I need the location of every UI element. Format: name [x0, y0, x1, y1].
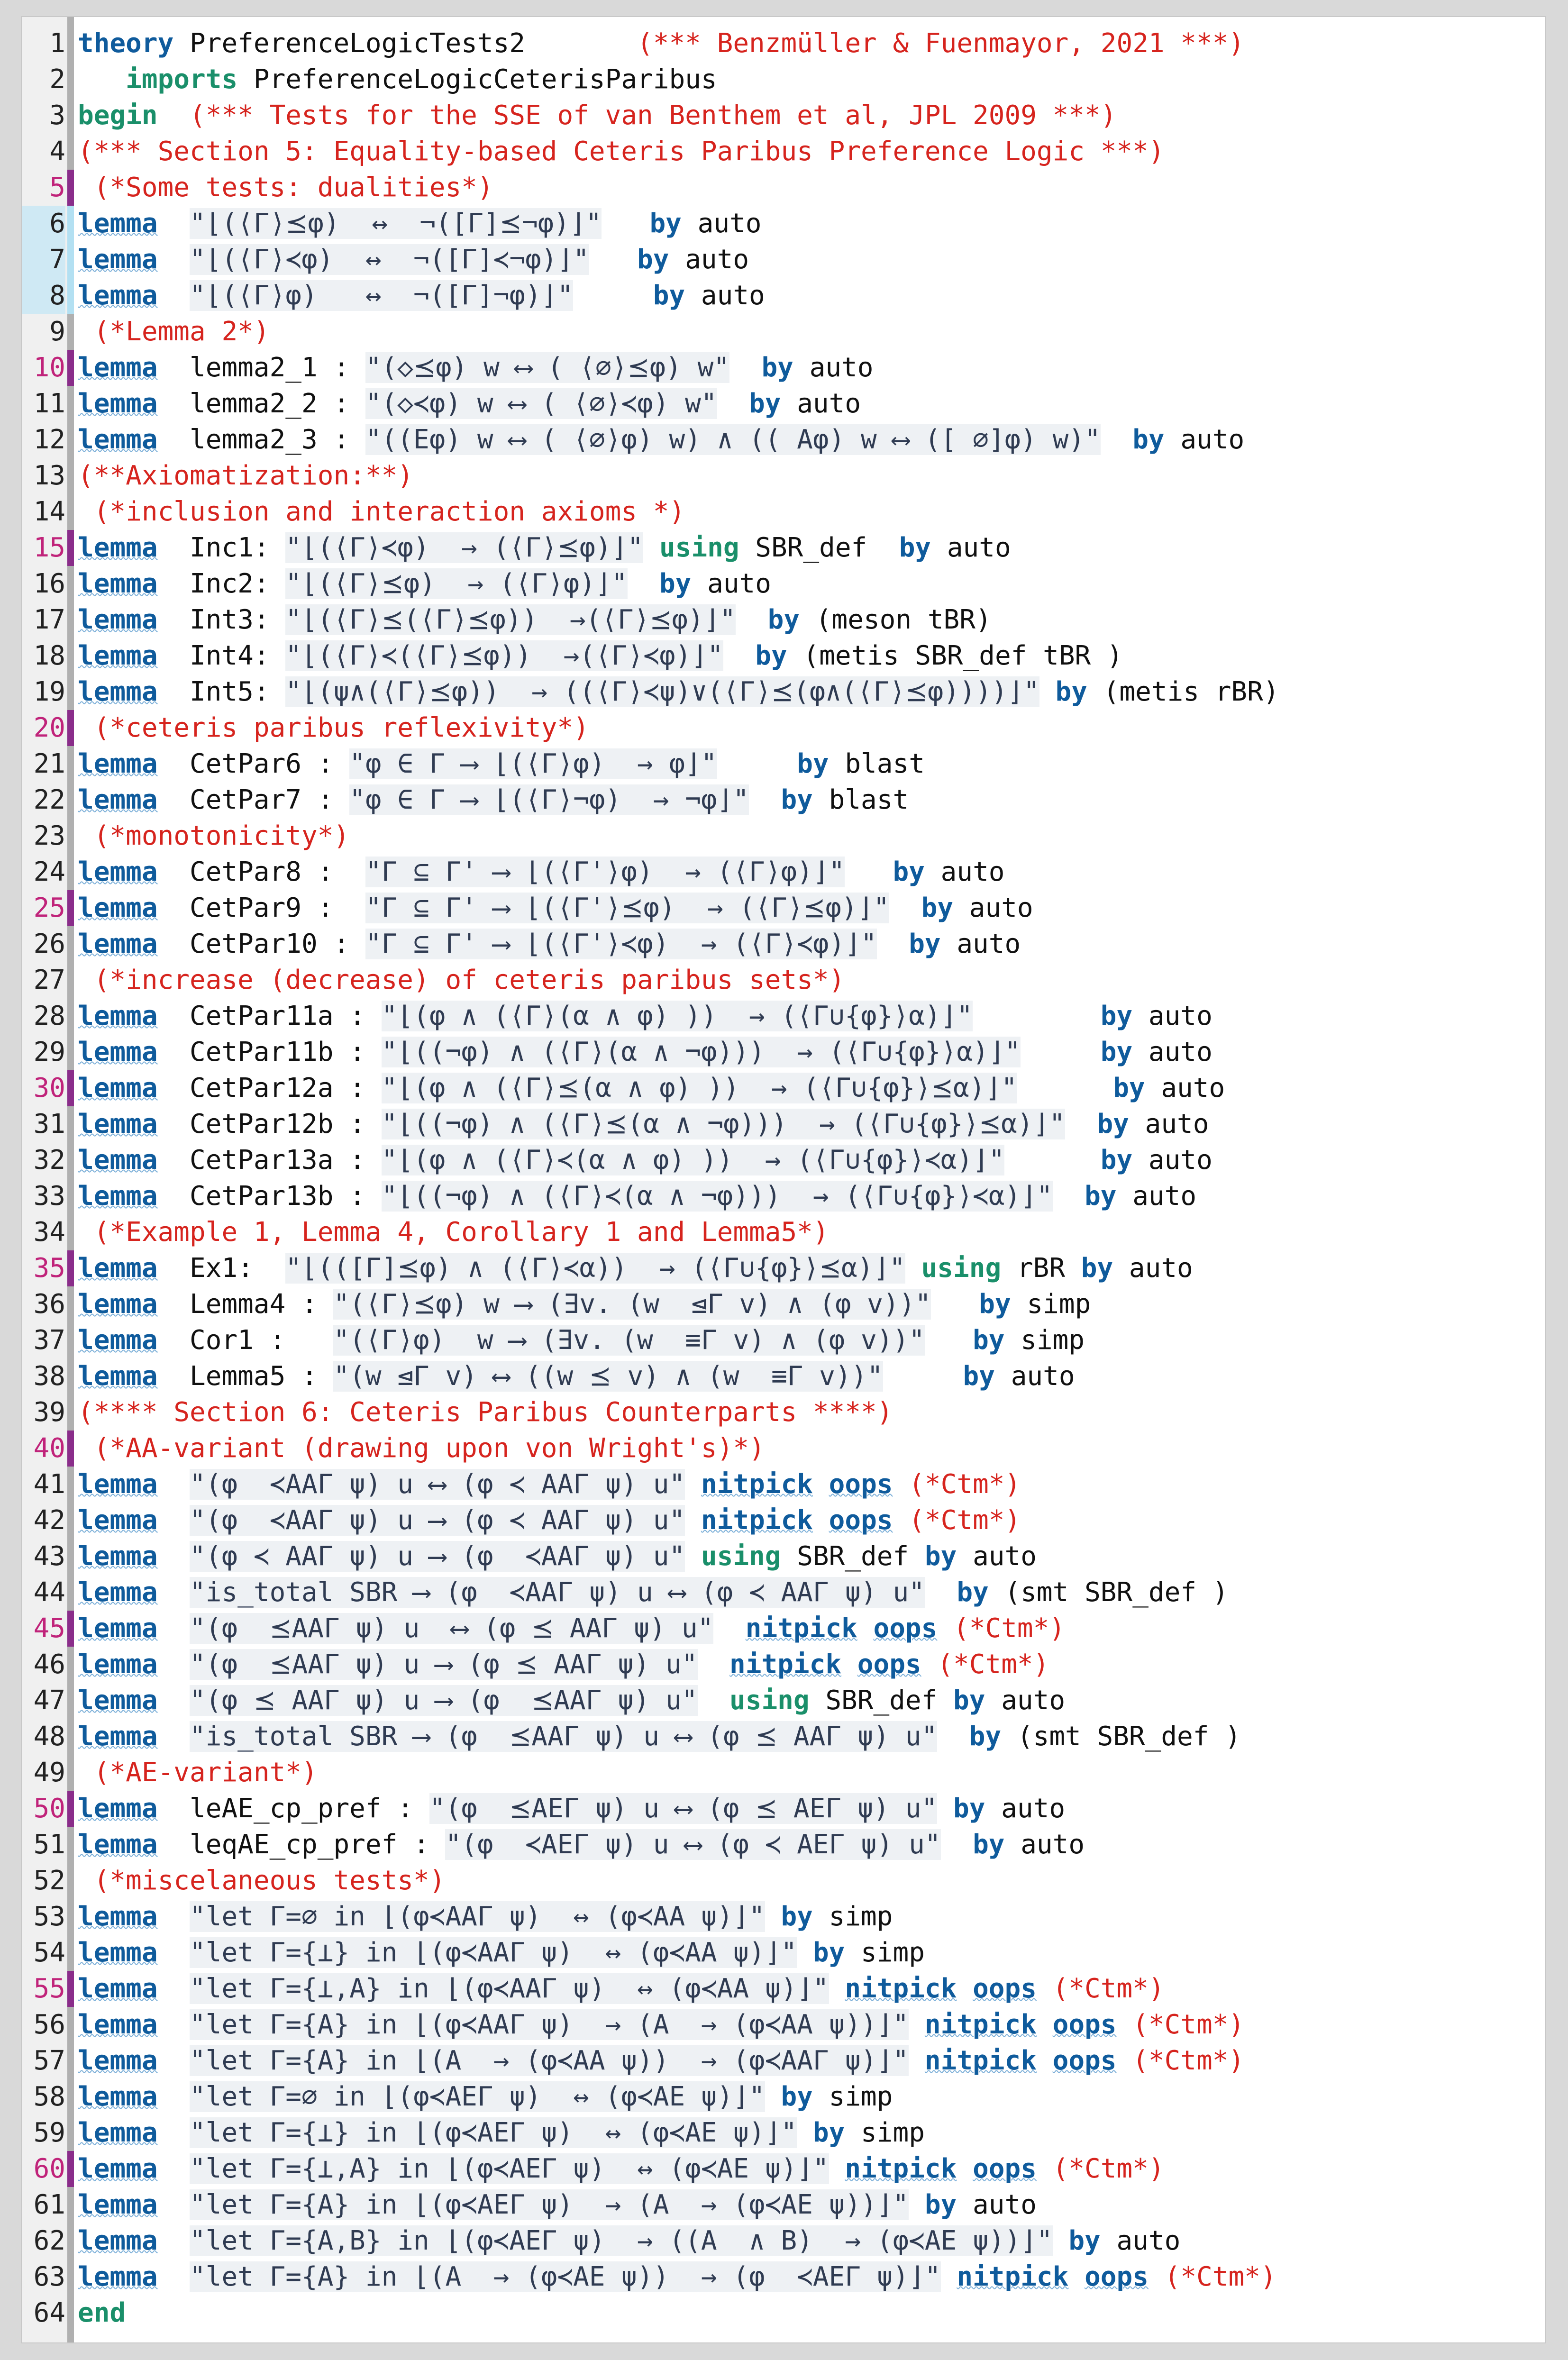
- code-text[interactable]: lemma lemma2_3 : "((Eφ) w ⟷ ( ⟨∅⟩φ) w) ∧ (( Aφ) w ⟷ ([ ∅]φ) w)" by auto: [78, 424, 1245, 455]
- line-number: 58: [33, 2081, 65, 2112]
- code-text[interactable]: lemma Lemma4 : "(⟨Γ⟩⪯φ) w ⟶ (∃v. (w ⊴Γ v) ∧ (φ v))" by simp: [78, 1289, 1091, 1320]
- code-line[interactable]: [22, 1791, 1545, 1827]
- line-number: 13: [33, 460, 65, 491]
- code-text[interactable]: lemma CetPar12a : "⌊(φ ∧ (⟨Γ⟩⪯(α ∧ φ) )) → (⟨Γ∪{φ}⟩⪯α)⌋" by auto: [78, 1073, 1225, 1103]
- line-status-marker: [67, 1863, 74, 1899]
- line-status-marker: [67, 530, 74, 566]
- code-line[interactable]: [22, 1142, 1545, 1178]
- line-status-marker: [67, 2007, 74, 2043]
- code-text[interactable]: lemma "let Γ={A,B} in ⌊(φ≺AEΓ ψ) → ((A ∧ B) → (φ≺AE ψ))⌋" by auto: [78, 2225, 1181, 2256]
- code-line[interactable]: [22, 1647, 1545, 1683]
- line-number: 27: [33, 965, 65, 995]
- code-line[interactable]: [22, 1611, 1545, 1647]
- code-text[interactable]: (*AE-variant*): [93, 1757, 318, 1788]
- line-status-marker: [67, 98, 74, 134]
- code-text[interactable]: (*Example 1, Lemma 4, Corollary 1 and Lemma5*): [93, 1217, 829, 1248]
- code-line[interactable]: [22, 1683, 1545, 1719]
- code-text[interactable]: (*inclusion and interaction axioms *): [93, 496, 685, 527]
- code-line[interactable]: [22, 242, 1545, 278]
- line-number: 16: [33, 568, 65, 599]
- line-status-marker: [67, 206, 74, 242]
- line-status-marker: [67, 710, 74, 746]
- code-line[interactable]: [22, 998, 1545, 1034]
- line-number: 19: [33, 676, 65, 707]
- code-text[interactable]: lemma CetPar7 : "φ ∈ Γ ⟶ ⌊(⟨Γ⟩¬φ) → ¬φ⌋" by blast: [78, 784, 909, 815]
- line-number: 43: [33, 1541, 65, 1572]
- code-line[interactable]: [22, 638, 1545, 674]
- code-line[interactable]: [22, 1106, 1545, 1142]
- line-number: 20: [33, 712, 65, 743]
- code-text[interactable]: lemma "let Γ=∅ in ⌊(φ≺AEΓ ψ) ↔ (φ≺AE ψ)⌋" by simp: [78, 2081, 893, 2112]
- code-line[interactable]: [22, 926, 1545, 962]
- code-text[interactable]: (**** Section 6: Ceteris Paribus Counterparts ****): [78, 1397, 893, 1428]
- code-text[interactable]: theory PreferenceLogicTests2 (*** Benzmüller & Fuenmayor, 2021 ***): [78, 28, 1245, 59]
- code-text[interactable]: lemma leqAE_cp_pref : "(φ ≺AEΓ ψ) u ⟷ (φ ≺ AEΓ ψ) u" by auto: [78, 1829, 1085, 1860]
- line-number: 34: [33, 1217, 65, 1248]
- code-text[interactable]: lemma Int5: "⌊(ψ∧(⟨Γ⟩⪯φ)) → ((⟨Γ⟩≺ψ)∨(⟨Γ⟩⪯(φ∧(⟨Γ⟩⪯φ))))⌋" by (metis rBR): [78, 676, 1279, 707]
- code-text[interactable]: lemma CetPar12b : "⌊((¬φ) ∧ (⟨Γ⟩⪯(α ∧ ¬φ))) → (⟨Γ∪{φ}⟩⪯α)⌋" by auto: [78, 1109, 1209, 1139]
- code-text[interactable]: lemma "is_total SBR ⟶ (φ ⪯AAΓ ψ) u ⟷ (φ ⪯ AAΓ ψ) u" by (smt SBR_def ): [78, 1721, 1241, 1752]
- code-line[interactable]: [22, 134, 1545, 170]
- line-number: 44: [33, 1577, 65, 1608]
- code-text[interactable]: lemma "(φ ≺AAΓ ψ) u ⟶ (φ ≺ AAΓ ψ) u" nitpick oops (*Ctm*): [78, 1505, 1021, 1536]
- line-status-marker: [67, 1394, 74, 1431]
- line-number: 2: [49, 64, 65, 95]
- line-number: 45: [33, 1613, 65, 1644]
- line-status-marker: [67, 1431, 74, 1467]
- line-number: 8: [22, 278, 65, 314]
- code-text[interactable]: lemma Inc2: "⌊(⟨Γ⟩⪯φ) → (⟨Γ⟩φ)⌋" by auto: [78, 568, 771, 599]
- code-line[interactable]: [22, 1358, 1545, 1394]
- code-line[interactable]: [22, 1322, 1545, 1358]
- line-number: 50: [33, 1793, 65, 1824]
- line-status-marker: [67, 2043, 74, 2079]
- line-status-marker: [67, 1611, 74, 1647]
- line-number: 30: [33, 1073, 65, 1103]
- line-status-marker: [67, 602, 74, 638]
- line-status-marker: [67, 26, 74, 62]
- code-text[interactable]: lemma CetPar10 : "Γ ⊆ Γ' ⟶ ⌊(⟨Γ'⟩≺φ) → (⟨Γ⟩≺φ)⌋" by auto: [78, 929, 1021, 959]
- line-status-marker: [67, 1791, 74, 1827]
- code-line[interactable]: [22, 854, 1545, 890]
- code-line[interactable]: [22, 62, 1545, 98]
- code-line[interactable]: [22, 386, 1545, 422]
- code-text[interactable]: lemma "(φ ≺ AAΓ ψ) u ⟶ (φ ≺AAΓ ψ) u" using SBR_def by auto: [78, 1541, 1037, 1572]
- code-text[interactable]: lemma "⌊(⟨Γ⟩φ) ↔ ¬([Γ]¬φ)⌋" by auto: [78, 280, 765, 311]
- line-status-marker: [67, 2115, 74, 2151]
- code-line[interactable]: [22, 1250, 1545, 1286]
- code-line[interactable]: [22, 422, 1545, 458]
- line-status-marker: [67, 2223, 74, 2259]
- code-line[interactable]: [22, 2295, 1545, 2331]
- line-number: 60: [33, 2153, 65, 2184]
- code-line[interactable]: [22, 2187, 1545, 2223]
- line-number: 18: [33, 640, 65, 671]
- line-status-marker: [67, 170, 74, 206]
- line-number: 11: [33, 388, 65, 419]
- theory-editor[interactable]: [21, 16, 1546, 2343]
- code-text[interactable]: lemma "is_total SBR ⟶ (φ ≺AAΓ ψ) u ⟷ (φ ≺ AAΓ ψ) u" by (smt SBR_def ): [78, 1577, 1229, 1608]
- code-line[interactable]: [22, 2079, 1545, 2115]
- code-text[interactable]: lemma Inc1: "⌊(⟨Γ⟩≺φ) → (⟨Γ⟩⪯φ)⌋" using SBR_def by auto: [78, 532, 1011, 563]
- code-line[interactable]: [22, 314, 1545, 350]
- line-status-marker: [67, 1034, 74, 1070]
- line-number: 39: [33, 1397, 65, 1428]
- code-text[interactable]: lemma "let Γ={⊥,A} in ⌊(φ≺AAΓ ψ) ↔ (φ≺AA ψ)⌋" nitpick oops (*Ctm*): [78, 1973, 1165, 2004]
- line-number: 47: [33, 1685, 65, 1716]
- code-text[interactable]: lemma CetPar8 : "Γ ⊆ Γ' ⟶ ⌊(⟨Γ'⟩φ) → (⟨Γ⟩φ)⌋" by auto: [78, 857, 1005, 887]
- line-status-marker: [67, 2079, 74, 2115]
- line-number: 31: [33, 1109, 65, 1139]
- line-status-marker: [67, 278, 74, 314]
- line-status-marker: [67, 890, 74, 926]
- code-line[interactable]: [22, 962, 1545, 998]
- code-text[interactable]: lemma Lemma5 : "(w ⊴Γ v) ⟷ ((w ⪯ v) ∧ (w ≡Γ v))" by auto: [78, 1361, 1075, 1392]
- line-status-marker: [67, 1250, 74, 1286]
- code-text[interactable]: (*AA-variant (drawing upon von Wright's)*): [93, 1433, 765, 1464]
- code-line[interactable]: [22, 2115, 1545, 2151]
- code-line[interactable]: [22, 1755, 1545, 1791]
- code-line[interactable]: [22, 26, 1545, 62]
- line-number: 5: [49, 172, 65, 203]
- line-number: 56: [33, 2009, 65, 2040]
- line-number: 15: [33, 532, 65, 563]
- code-line[interactable]: [22, 1539, 1545, 1575]
- line-number: 9: [49, 316, 65, 347]
- code-text[interactable]: (*ceteris paribus reflexivity*): [93, 712, 589, 743]
- code-text[interactable]: lemma "(φ ≺AAΓ ψ) u ⟷ (φ ≺ AAΓ ψ) u" nitpick oops (*Ctm*): [78, 1469, 1021, 1500]
- code-line[interactable]: [22, 1503, 1545, 1539]
- line-status-marker: [67, 566, 74, 602]
- code-line[interactable]: [22, 530, 1545, 566]
- code-text[interactable]: lemma "let Γ={⊥,A} in ⌊(φ≺AEΓ ψ) ↔ (φ≺AE ψ)⌋" nitpick oops (*Ctm*): [78, 2153, 1165, 2184]
- code-text[interactable]: lemma Ex1: "⌊(([Γ]⪯φ) ∧ (⟨Γ⟩≺α)) → (⟨Γ∪{φ}⟩⪯α)⌋" using rBR by auto: [78, 1253, 1193, 1284]
- line-status-marker: [67, 1683, 74, 1719]
- line-number: 12: [33, 424, 65, 455]
- code-line[interactable]: [22, 458, 1545, 494]
- code-line[interactable]: [22, 206, 1545, 242]
- code-text[interactable]: lemma "let Γ={⊥} in ⌊(φ≺AAΓ ψ) ↔ (φ≺AA ψ)⌋" by simp: [78, 1937, 925, 1968]
- line-number: 23: [33, 820, 65, 851]
- line-status-marker: [67, 638, 74, 674]
- code-text[interactable]: lemma CetPar9 : "Γ ⊆ Γ' ⟶ ⌊(⟨Γ'⟩⪯φ) → (⟨Γ⟩⪯φ)⌋" by auto: [78, 893, 1033, 923]
- code-text[interactable]: (*miscelaneous tests*): [93, 1865, 446, 1896]
- line-number: 6: [22, 206, 65, 242]
- code-line[interactable]: [22, 1899, 1545, 1935]
- code-text[interactable]: lemma "let Γ={A} in ⌊(φ≺AAΓ ψ) → (A → (φ≺AA ψ))⌋" nitpick oops (*Ctm*): [78, 2009, 1245, 2040]
- code-line[interactable]: [22, 278, 1545, 314]
- line-number: 35: [33, 1253, 65, 1284]
- code-text[interactable]: lemma Cor1 : "(⟨Γ⟩φ) w ⟶ (∃v. (w ≡Γ v) ∧ (φ v))" by simp: [78, 1325, 1085, 1356]
- code-line[interactable]: [22, 2223, 1545, 2259]
- code-line[interactable]: [22, 890, 1545, 926]
- code-line[interactable]: [22, 2043, 1545, 2079]
- code-line[interactable]: [22, 1214, 1545, 1250]
- line-status-marker: [67, 458, 74, 494]
- line-number: 49: [33, 1757, 65, 1788]
- code-line[interactable]: [22, 1034, 1545, 1070]
- code-text[interactable]: lemma CetPar11b : "⌊((¬φ) ∧ (⟨Γ⟩(α ∧ ¬φ))) → (⟨Γ∪{φ}⟩α)⌋" by auto: [78, 1037, 1212, 1067]
- line-number: 51: [33, 1829, 65, 1860]
- code-text[interactable]: (*Some tests: dualities*): [93, 172, 493, 203]
- line-status-marker: [67, 1899, 74, 1935]
- code-text[interactable]: (**Axiomatization:**): [78, 460, 414, 491]
- code-line[interactable]: [22, 710, 1545, 746]
- line-number: 25: [33, 893, 65, 923]
- code-text[interactable]: lemma CetPar13b : "⌊((¬φ) ∧ (⟨Γ⟩≺(α ∧ ¬φ))) → (⟨Γ∪{φ}⟩≺α)⌋" by auto: [78, 1181, 1197, 1212]
- line-number: 21: [33, 748, 65, 779]
- line-number: 14: [33, 496, 65, 527]
- code-text[interactable]: end: [78, 2297, 126, 2328]
- line-number: 36: [33, 1289, 65, 1320]
- code-text[interactable]: lemma "(φ ⪯AAΓ ψ) u ⟷ (φ ⪯ AAΓ ψ) u" nitpick oops (*Ctm*): [78, 1613, 1066, 1644]
- line-status-marker: [67, 1106, 74, 1142]
- line-number: 61: [33, 2189, 65, 2220]
- code-text[interactable]: lemma lemma2_2 : "(◇≺φ) w ⟷ ( ⟨∅⟩≺φ) w" by auto: [78, 388, 861, 419]
- code-lines[interactable]: [22, 26, 1545, 2331]
- line-status-marker: [67, 422, 74, 458]
- code-line[interactable]: [22, 1431, 1545, 1467]
- line-status-marker: [67, 1971, 74, 2007]
- code-text[interactable]: lemma CetPar6 : "φ ∈ Γ ⟶ ⌊(⟨Γ⟩φ) → φ⌋" by blast: [78, 748, 925, 779]
- line-status-marker: [67, 998, 74, 1034]
- line-status-marker: [67, 1322, 74, 1358]
- line-number: 54: [33, 1937, 65, 1968]
- line-number: 33: [33, 1181, 65, 1212]
- code-line[interactable]: [22, 98, 1545, 134]
- code-text[interactable]: lemma "(φ ⪯ AAΓ ψ) u ⟶ (φ ⪯AAΓ ψ) u" using SBR_def by auto: [78, 1685, 1066, 1716]
- line-status-marker: [67, 2187, 74, 2223]
- line-status-marker: [67, 314, 74, 350]
- code-line[interactable]: [22, 1286, 1545, 1322]
- line-number: 3: [49, 100, 65, 131]
- code-text[interactable]: lemma "let Γ={A} in ⌊(A → (φ≺AE ψ)) → (φ ≺AEΓ ψ)⌋" nitpick oops (*Ctm*): [78, 2261, 1276, 2292]
- line-number: 40: [33, 1433, 65, 1464]
- code-text[interactable]: lemma "let Γ={A} in ⌊(φ≺AEΓ ψ) → (A → (φ≺AE ψ))⌋" by auto: [78, 2189, 1037, 2220]
- code-text[interactable]: (*increase (decrease) of ceteris paribus sets*): [93, 965, 845, 995]
- code-text[interactable]: begin (*** Tests for the SSE of van Benthem et al, JPL 2009 ***): [78, 100, 1117, 131]
- line-status-marker: [67, 1827, 74, 1863]
- line-status-marker: [67, 926, 74, 962]
- code-text[interactable]: lemma "⌊(⟨Γ⟩≺φ) ↔ ¬([Γ]≺¬φ)⌋" by auto: [78, 244, 749, 275]
- line-status-marker: [67, 1539, 74, 1575]
- line-number: 22: [33, 784, 65, 815]
- code-line[interactable]: [22, 350, 1545, 386]
- line-number: 48: [33, 1721, 65, 1752]
- code-line[interactable]: [22, 746, 1545, 782]
- line-status-marker: [67, 1467, 74, 1503]
- code-line[interactable]: [22, 1971, 1545, 2007]
- line-status-marker: [67, 62, 74, 98]
- line-status-marker: [67, 1575, 74, 1611]
- line-number: 57: [33, 2045, 65, 2076]
- code-line[interactable]: [22, 170, 1545, 206]
- code-line[interactable]: [22, 818, 1545, 854]
- code-line[interactable]: [22, 2151, 1545, 2187]
- line-number: 42: [33, 1505, 65, 1536]
- line-number: 17: [33, 604, 65, 635]
- line-status-marker: [67, 1142, 74, 1178]
- line-status-marker: [67, 1755, 74, 1791]
- line-status-marker: [67, 2295, 74, 2331]
- line-number: 29: [33, 1037, 65, 1067]
- line-number: 62: [33, 2225, 65, 2256]
- line-status-marker: [67, 962, 74, 998]
- line-status-marker: [67, 1503, 74, 1539]
- line-status-marker: [67, 1070, 74, 1106]
- code-line[interactable]: [22, 2007, 1545, 2043]
- line-status-marker: [67, 1178, 74, 1214]
- code-text[interactable]: lemma Int3: "⌊(⟨Γ⟩⪯(⟨Γ⟩⪯φ)) →(⟨Γ⟩⪯φ)⌋" by (meson tBR): [78, 604, 992, 635]
- code-text[interactable]: imports PreferenceLogicCeterisParibus: [126, 64, 717, 95]
- code-text[interactable]: lemma CetPar11a : "⌊(φ ∧ (⟨Γ⟩(α ∧ φ) )) → (⟨Γ∪{φ}⟩α)⌋" by auto: [78, 1001, 1212, 1031]
- code-text[interactable]: lemma Int4: "⌊(⟨Γ⟩≺(⟨Γ⟩⪯φ)) →(⟨Γ⟩≺φ)⌋" by (metis SBR_def tBR ): [78, 640, 1123, 671]
- code-line[interactable]: [22, 1467, 1545, 1503]
- line-number: 59: [33, 2117, 65, 2148]
- line-number: 26: [33, 929, 65, 959]
- line-status-marker: [67, 854, 74, 890]
- code-text[interactable]: (*monotonicity*): [93, 820, 350, 851]
- code-text[interactable]: lemma leAE_cp_pref : "(φ ⪯AEΓ ψ) u ⟷ (φ ⪯ AEΓ ψ) u" by auto: [78, 1793, 1066, 1824]
- line-number: 52: [33, 1865, 65, 1896]
- line-status-marker: [67, 1719, 74, 1755]
- line-status-marker: [67, 350, 74, 386]
- line-status-marker: [67, 1286, 74, 1322]
- line-status-marker: [67, 1358, 74, 1394]
- line-status-marker: [67, 818, 74, 854]
- code-line[interactable]: [22, 1719, 1545, 1755]
- line-number: 55: [33, 1973, 65, 2004]
- code-text[interactable]: lemma "let Γ={⊥} in ⌊(φ≺AEΓ ψ) ↔ (φ≺AE ψ)⌋" by simp: [78, 2117, 925, 2148]
- line-number: 46: [33, 1649, 65, 1680]
- line-number: 64: [33, 2297, 65, 2328]
- line-status-marker: [67, 782, 74, 818]
- code-text[interactable]: lemma "let Γ={A} in ⌊(A → (φ≺AA ψ)) → (φ≺AAΓ ψ)⌋" nitpick oops (*Ctm*): [78, 2045, 1245, 2076]
- line-status-marker: [67, 1647, 74, 1683]
- code-line[interactable]: [22, 1070, 1545, 1106]
- code-line[interactable]: [22, 1394, 1545, 1431]
- line-status-marker: [67, 242, 74, 278]
- line-status-marker: [67, 674, 74, 710]
- line-number: 1: [49, 28, 65, 59]
- line-number: 37: [33, 1325, 65, 1356]
- line-number: 41: [33, 1469, 65, 1500]
- code-text[interactable]: lemma CetPar13a : "⌊(φ ∧ (⟨Γ⟩≺(α ∧ φ) )) → (⟨Γ∪{φ}⟩≺α)⌋" by auto: [78, 1145, 1212, 1175]
- code-line[interactable]: [22, 1863, 1545, 1899]
- code-line[interactable]: [22, 566, 1545, 602]
- line-number: 63: [33, 2261, 65, 2292]
- line-number: 38: [33, 1361, 65, 1392]
- line-number: 24: [33, 857, 65, 887]
- code-line[interactable]: [22, 2259, 1545, 2295]
- code-text[interactable]: lemma lemma2_1 : "(◇⪯φ) w ⟷ ( ⟨∅⟩⪯φ) w" by auto: [78, 352, 874, 383]
- code-text[interactable]: (*** Section 5: Equality-based Ceteris Paribus Preference Logic ***): [78, 136, 1165, 167]
- line-number: 28: [33, 1001, 65, 1031]
- code-line[interactable]: [22, 1178, 1545, 1214]
- code-text[interactable]: lemma "let Γ=∅ in ⌊(φ≺AAΓ ψ) ↔ (φ≺AA ψ)⌋" by simp: [78, 1901, 893, 1932]
- line-status-marker: [67, 386, 74, 422]
- line-status-marker: [67, 1214, 74, 1250]
- line-status-marker: [67, 134, 74, 170]
- line-status-marker: [67, 2259, 74, 2295]
- code-line[interactable]: [22, 1935, 1545, 1971]
- line-status-marker: [67, 2151, 74, 2187]
- code-text[interactable]: lemma "⌊(⟨Γ⟩⪯φ) ↔ ¬([Γ]⪯¬φ)⌋" by auto: [78, 208, 762, 239]
- line-number: 10: [33, 352, 65, 383]
- code-line[interactable]: [22, 494, 1545, 530]
- code-text[interactable]: lemma "(φ ⪯AAΓ ψ) u ⟶ (φ ⪯ AAΓ ψ) u" nitpick oops (*Ctm*): [78, 1649, 1049, 1680]
- line-number: 4: [49, 136, 65, 167]
- line-number: 53: [33, 1901, 65, 1932]
- line-number: 32: [33, 1145, 65, 1175]
- line-status-marker: [67, 1935, 74, 1971]
- line-status-marker: [67, 746, 74, 782]
- line-number: 7: [22, 242, 65, 278]
- code-line[interactable]: [22, 602, 1545, 638]
- line-status-marker: [67, 494, 74, 530]
- code-line[interactable]: [22, 782, 1545, 818]
- code-line[interactable]: [22, 674, 1545, 710]
- code-line[interactable]: [22, 1827, 1545, 1863]
- code-text[interactable]: (*Lemma 2*): [93, 316, 270, 347]
- code-line[interactable]: [22, 1575, 1545, 1611]
